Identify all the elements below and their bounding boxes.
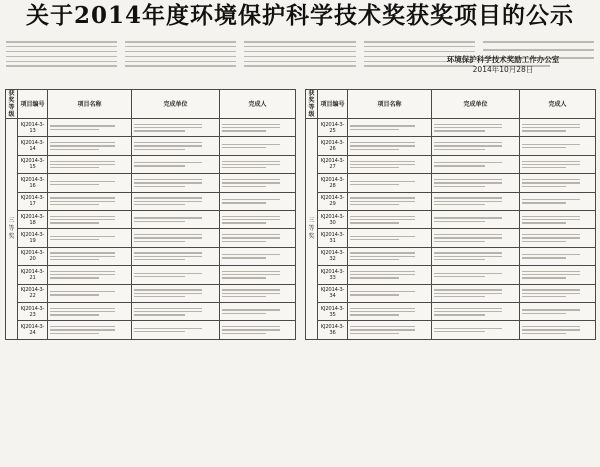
personnel-illegible: [220, 192, 296, 210]
table-row: [306, 302, 596, 320]
table-row: [306, 266, 596, 284]
organization-illegible: [132, 119, 220, 137]
organization-illegible: [432, 155, 520, 173]
project-number: KJ2014-3-33: [318, 266, 348, 284]
table-row: [6, 266, 296, 284]
header-personnel: 完成人: [220, 90, 296, 119]
project-number: KJ2014-3-23: [18, 302, 48, 320]
table-row: [306, 247, 596, 265]
header-personnel: 完成人: [520, 90, 596, 119]
table-row: [6, 137, 296, 155]
signature-date: 2014年10月28日: [472, 65, 534, 74]
organization-illegible: [432, 247, 520, 265]
personnel-illegible: [520, 155, 596, 173]
project-number: KJ2014-3-30: [318, 210, 348, 228]
organization-illegible: [432, 119, 520, 137]
project-number: KJ2014-3-15: [18, 155, 48, 173]
project-number: KJ2014-3-21: [18, 266, 48, 284]
header-organization: 完成单位: [432, 90, 520, 119]
project-name-illegible: [48, 155, 132, 173]
personnel-illegible: [520, 302, 596, 320]
table-row: [6, 284, 296, 302]
table-row: [6, 247, 296, 265]
table-row: [6, 119, 296, 137]
project-name-illegible: [48, 302, 132, 320]
header-number: 项目编号: [18, 90, 48, 119]
personnel-illegible: [520, 321, 596, 339]
project-number: KJ2014-3-32: [318, 247, 348, 265]
project-name-illegible: [348, 321, 432, 339]
personnel-illegible: [220, 247, 296, 265]
organization-illegible: [132, 210, 220, 228]
table-row: [6, 302, 296, 320]
signature-block: [428, 55, 578, 75]
header-number: 项目编号: [318, 90, 348, 119]
organization-illegible: [132, 284, 220, 302]
personnel-illegible: [220, 266, 296, 284]
award-grade-label: 三等奖: [6, 119, 18, 340]
header-grade: 获奖等级: [306, 90, 318, 119]
organization-illegible: [432, 321, 520, 339]
personnel-illegible: [520, 137, 596, 155]
table-header-row: [6, 90, 296, 119]
project-number: KJ2014-3-27: [318, 155, 348, 173]
project-name-illegible: [48, 321, 132, 339]
project-name-illegible: [348, 284, 432, 302]
personnel-illegible: [220, 229, 296, 247]
table-row: [6, 192, 296, 210]
organization-illegible: [432, 302, 520, 320]
awards-table-left: [5, 89, 296, 340]
personnel-illegible: [220, 210, 296, 228]
personnel-illegible: [520, 284, 596, 302]
project-name-illegible: [48, 119, 132, 137]
project-name-illegible: [48, 137, 132, 155]
organization-illegible: [132, 247, 220, 265]
organization-illegible: [132, 155, 220, 173]
table-row: [306, 284, 596, 302]
table-row: [306, 155, 596, 173]
project-number: KJ2014-3-25: [318, 119, 348, 137]
project-number: KJ2014-3-29: [318, 192, 348, 210]
project-name-illegible: [348, 155, 432, 173]
table-row: [306, 192, 596, 210]
project-number: KJ2014-3-34: [318, 284, 348, 302]
page-title: 关于2014年度环境保护科学技术奖获奖项目的公示: [25, 2, 574, 29]
organization-illegible: [132, 192, 220, 210]
organization-illegible: [432, 192, 520, 210]
header-organization: 完成单位: [132, 90, 220, 119]
personnel-illegible: [220, 174, 296, 192]
project-name-illegible: [348, 119, 432, 137]
project-name-illegible: [48, 266, 132, 284]
project-number: KJ2014-3-19: [18, 229, 48, 247]
project-name-illegible: [348, 174, 432, 192]
table-row: [6, 321, 296, 339]
project-number: KJ2014-3-26: [318, 137, 348, 155]
project-number: KJ2014-3-16: [18, 174, 48, 192]
organization-illegible: [432, 266, 520, 284]
project-name-illegible: [348, 247, 432, 265]
personnel-illegible: [520, 119, 596, 137]
personnel-illegible: [220, 155, 296, 173]
table-row: [306, 137, 596, 155]
organization-illegible: [132, 137, 220, 155]
right-rows: [306, 119, 596, 340]
organization-illegible: [132, 174, 220, 192]
table-row: [6, 155, 296, 173]
table-row: [306, 210, 596, 228]
table-row: [306, 229, 596, 247]
personnel-illegible: [520, 266, 596, 284]
personnel-illegible: [220, 137, 296, 155]
award-grade-label: 三等奖: [306, 119, 318, 340]
table-row: [6, 174, 296, 192]
project-name-illegible: [348, 229, 432, 247]
project-name-illegible: [48, 229, 132, 247]
personnel-illegible: [520, 229, 596, 247]
project-number: KJ2014-3-20: [18, 247, 48, 265]
organization-illegible: [432, 284, 520, 302]
project-name-illegible: [48, 174, 132, 192]
project-number: KJ2014-3-36: [318, 321, 348, 339]
organization-illegible: [432, 137, 520, 155]
project-number: KJ2014-3-18: [18, 210, 48, 228]
left-rows: [6, 119, 296, 340]
personnel-illegible: [220, 119, 296, 137]
personnel-illegible: [520, 174, 596, 192]
table-row: [306, 119, 596, 137]
organization-illegible: [432, 229, 520, 247]
table-row: [6, 210, 296, 228]
project-name-illegible: [48, 210, 132, 228]
project-name-illegible: [348, 192, 432, 210]
organization-illegible: [132, 321, 220, 339]
organization-illegible: [132, 229, 220, 247]
table-row: [306, 321, 596, 339]
project-name-illegible: [348, 266, 432, 284]
project-name-illegible: [48, 247, 132, 265]
table-row: [306, 174, 596, 192]
personnel-illegible: [220, 284, 296, 302]
header-project-name: 项目名称: [348, 90, 432, 119]
project-number: KJ2014-3-28: [318, 174, 348, 192]
organization-illegible: [132, 266, 220, 284]
project-name-illegible: [48, 284, 132, 302]
personnel-illegible: [520, 192, 596, 210]
header-grade: 获奖等级: [6, 90, 18, 119]
project-name-illegible: [348, 302, 432, 320]
header-project-name: 项目名称: [48, 90, 132, 119]
personnel-illegible: [520, 210, 596, 228]
project-number: KJ2014-3-35: [318, 302, 348, 320]
personnel-illegible: [220, 302, 296, 320]
project-number: KJ2014-3-22: [18, 284, 48, 302]
awards-table-right: [305, 89, 596, 340]
table-header-row: [306, 90, 596, 119]
project-name-illegible: [348, 137, 432, 155]
project-number: KJ2014-3-17: [18, 192, 48, 210]
project-number: KJ2014-3-31: [318, 229, 348, 247]
personnel-illegible: [220, 321, 296, 339]
personnel-illegible: [520, 247, 596, 265]
project-number: KJ2014-3-14: [18, 137, 48, 155]
organization-illegible: [132, 302, 220, 320]
table-row: [6, 229, 296, 247]
project-name-illegible: [48, 192, 132, 210]
project-name-illegible: [348, 210, 432, 228]
signature-org: 环境保护科学技术奖励工作办公室: [446, 55, 560, 64]
project-number: KJ2014-3-13: [18, 119, 48, 137]
organization-illegible: [432, 174, 520, 192]
organization-illegible: [432, 210, 520, 228]
project-number: KJ2014-3-24: [18, 321, 48, 339]
